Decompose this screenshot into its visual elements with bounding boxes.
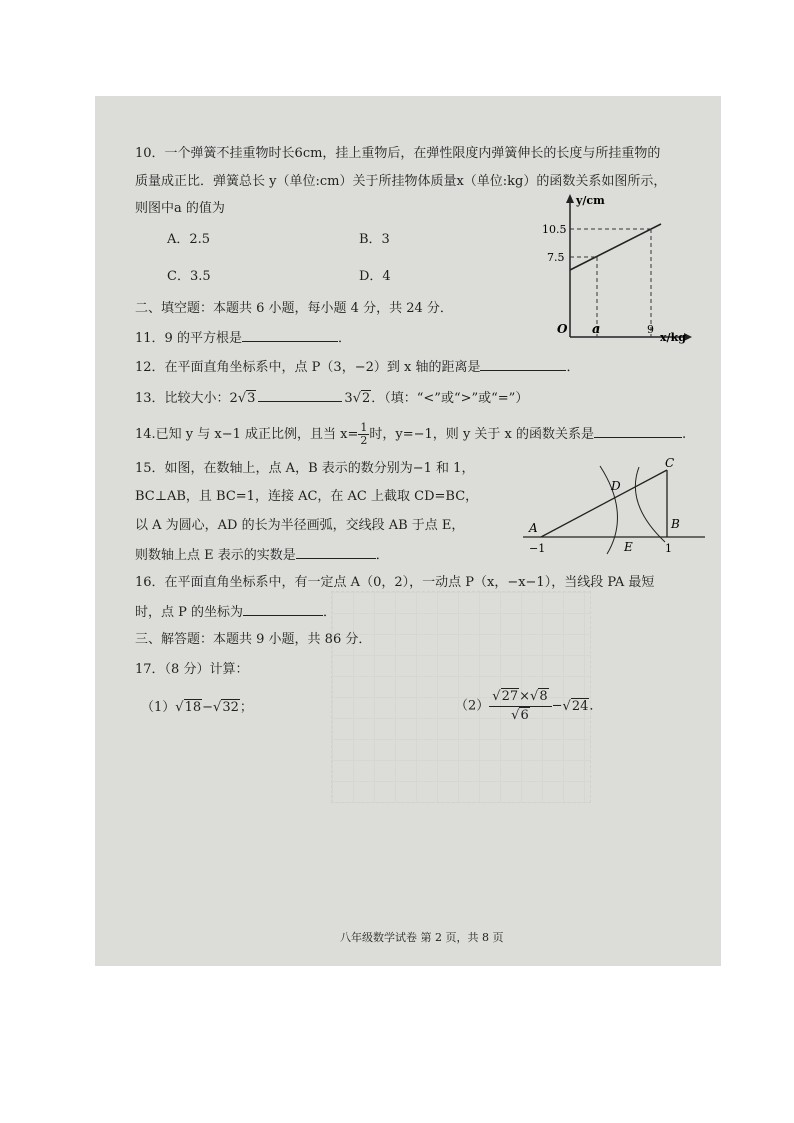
label-neg1: −1 [529, 542, 546, 555]
q13 [135, 388, 528, 408]
q12-text: 12．在平面直角坐标系中，点 P（3，−2）到 x 轴的距离是 [135, 360, 481, 375]
q15-line3: 以 A 为圆心，AD 的长为半径画弧，交线段 AB 于点 E， [135, 518, 465, 533]
q16-end: ． [323, 605, 337, 620]
x-axis-label: x/kg [660, 331, 686, 344]
q17-sqrt18: √18 [175, 700, 202, 715]
q14-end: . [682, 427, 687, 442]
y-tick-7-5: 7.5 [547, 251, 565, 264]
q17-part2-end: ． [589, 698, 603, 714]
q15-figure [515, 454, 710, 559]
q16-line1: 16．在平面直角坐标系中，有一定点 A（0，2），一动点 P（x，−x−1），当线段 PA 最短 [135, 575, 655, 590]
y-tick-10-5: 10.5 [542, 223, 567, 236]
q12 [135, 357, 579, 377]
segment-ac [541, 470, 667, 537]
q12-end: ． [566, 360, 580, 375]
q15-end: ． [375, 548, 389, 563]
graph-line [570, 224, 661, 270]
q13-blank[interactable] [258, 388, 342, 402]
q13-prefix: 13．比较大小：2 [135, 391, 238, 406]
q15-line2: BC⊥AB，且 BC=1，连接 AC，在 AC 上截取 CD=BC， [135, 489, 479, 504]
section2-heading: 二、填空题：本题共 6 小题，每小题 4 分，共 24 分． [135, 301, 453, 316]
q15-line4 [135, 545, 389, 565]
q10-line3: 则图中a 的值为 [135, 201, 225, 216]
y-axis-label: y/cm [576, 194, 605, 207]
q15-line4-text: 则数轴上点 E 表示的实数是 [135, 548, 296, 563]
q17-part2-fraction: $\frac{√27\times√8}{√6}$ [489, 688, 551, 725]
q10-option-b: B．3 [359, 232, 390, 247]
q14-blank[interactable] [594, 424, 682, 438]
q17-part1 [141, 699, 253, 717]
q10-option-c: C．3.5 [167, 269, 211, 284]
q13-mid: 3 [344, 391, 353, 406]
q10-graph [530, 191, 700, 351]
q14-fraction: $\frac{1}{2}$ [360, 421, 368, 447]
q16-line2-text: 时，点 P 的坐标为 [135, 605, 244, 620]
q17-part2-op: − [551, 698, 563, 714]
x-tick-a: a [592, 322, 601, 337]
page-footer: 八年级数学试卷 第 2 页，共 8 页 [340, 931, 504, 944]
q11-end: ． [337, 331, 351, 346]
q13-sqrt2: √2 [352, 391, 371, 406]
q17-title: 17．（8 分）计算： [135, 662, 249, 677]
q11 [135, 328, 351, 348]
q17-part1-label: （1） [141, 700, 176, 715]
label-a: A [529, 521, 538, 535]
q14 [135, 422, 686, 447]
q17-sqrt24: √24 [562, 698, 589, 714]
exam-page [95, 96, 721, 966]
q10-option-a: A．2.5 [167, 232, 211, 247]
label-d: D [611, 479, 621, 493]
q14-prefix: 14.已知 y 与 x−1 成正比例，且当 x= [135, 427, 359, 442]
q16-line2 [135, 602, 336, 622]
label-pos1: 1 [665, 542, 672, 555]
q17-sqrt32: √32 [213, 700, 239, 715]
origin-label: O [557, 322, 568, 336]
q15-blank[interactable] [296, 545, 376, 559]
q13-suffix: ．（填：“<”或“>”或“=”） [371, 391, 529, 406]
q12-blank[interactable] [480, 357, 566, 371]
q17-part2 [455, 688, 602, 725]
q15-line1: 15．如图，在数轴上，点 A，B 表示的数分别为−1 和 1， [135, 461, 475, 476]
label-c: C [665, 456, 675, 470]
q11-blank[interactable] [242, 328, 338, 342]
q10-line1: 10．一个弹簧不挂重物时长6cm，挂上重物后，在弹性限度内弹簧伸长的长度与所挂重物的 [135, 146, 661, 161]
q14-suffix: 时，y=−1，则 y 关于 x 的函数关系是 [369, 427, 595, 442]
x-tick-9: 9 [647, 323, 654, 336]
label-e: E [624, 540, 633, 554]
q17-part1-end: ； [239, 700, 253, 715]
q13-sqrt3: √3 [237, 391, 256, 406]
q11-text: 11．9 的平方根是 [135, 331, 242, 346]
y-axis-arrow [566, 194, 574, 203]
q17-part2-label: （2） [455, 698, 490, 714]
section3-heading: 三、解答题：本题共 9 小题，共 86 分． [135, 632, 372, 647]
q16-blank[interactable] [243, 602, 323, 616]
q10-option-d: D．4 [359, 269, 391, 284]
q17-part1-op: − [202, 700, 214, 715]
label-b: B [671, 517, 680, 531]
q10-line2: 质量成正比．弹簧总长 y（单位:cm）关于所挂物体质量x（单位:kg）的函数关系如图所示， [135, 174, 667, 189]
